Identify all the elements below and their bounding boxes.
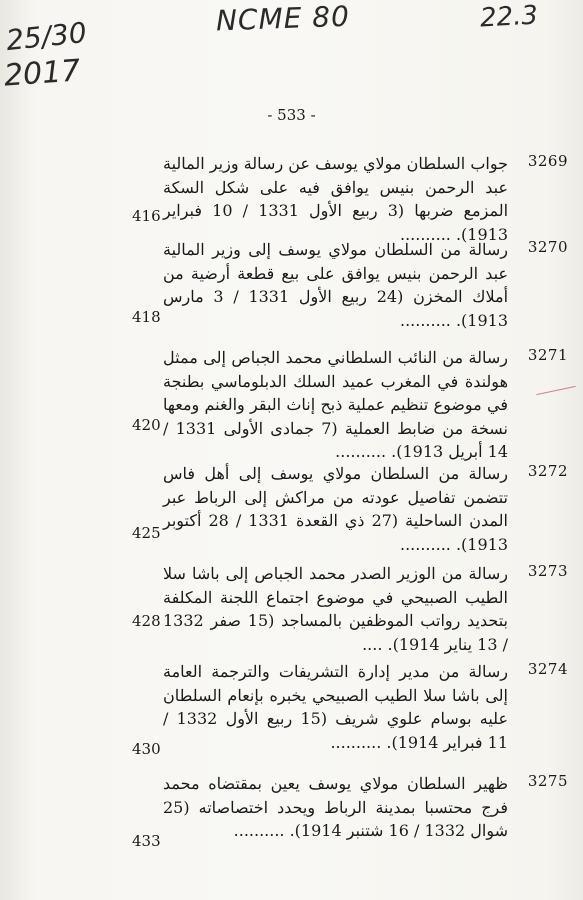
entry-number: 3273	[527, 562, 568, 580]
entry-text: ظهير السلطان مولاي يوسف يعين بمقتضاه محمد فرج محتسبا بمدينة الرباط ويحدد اختصاصاته (25 شوال 1332 / 16 شتنبر 1914). ..........	[163, 774, 508, 840]
handwritten-fraction: 25/30	[4, 15, 89, 58]
entry-text: جواب السلطان مولاي يوسف عن رسالة وزير المالية عبد الرحمن بنيس يوافق فيه على شكل السكة المزمع ضربها (3 ربيع الأول 1331 / 10 فبراير 1913). ..........	[163, 154, 509, 244]
entry-number: 3269	[527, 152, 568, 170]
entry-page: 428	[132, 612, 161, 630]
entry-page: 433	[132, 832, 161, 850]
entry-number: 3271	[527, 346, 568, 364]
entry-page: 416	[132, 207, 161, 225]
handwritten-number: 22.3	[479, 0, 539, 34]
handwritten-year: 2017	[2, 53, 82, 94]
entry-number: 3275	[527, 772, 568, 790]
entry-number: 3272	[527, 462, 568, 480]
entry-text: رسالة من النائب السلطاني محمد الجباص إلى ممثل هولندة في المغرب عميد السلك الدبلوماسي بطنجة في موضوع تنظيم عملية ذبح إناث البقر والغنم ومعها نسخة من ضابط العملية (7 جمادى الأولى 1331 / 14 أبريل 1913). ..........	[163, 348, 509, 461]
entry-text: رسالة من مدير إدارة التشريفات والترجمة العامة إلى باشا سلا الطيب الصبيحي يخبره بإنعام السلطان عليه بوسام علوي شريف (15 ربيع الأول 1332 / 11 فبراير 1914). ..........	[163, 662, 509, 752]
entry-number: 3274	[527, 660, 568, 678]
entry-page: 418	[132, 308, 161, 326]
entry-page: 430	[132, 740, 161, 758]
entry-page: 425	[132, 524, 161, 542]
entry-number: 3270	[527, 238, 568, 256]
entry-text: رسالة من السلطان مولاي يوسف إلى وزير المالية عبد الرحمن بنيس يوافق على بيع قطعة أرضية من أملاك المخزن (24 ربيع الأول 1331 / 3 مارس 1913). ..........	[163, 240, 509, 330]
entry-text: رسالة من السلطان مولاي يوسف إلى أهل فاس تتضمن تفاصيل عودته من مراكش إلى الرباط عبر المدن الساحلية (27 ذي القعدة 1331 / 28 أكتوبر 1913). ..........	[163, 464, 508, 554]
entry-page: 420	[132, 416, 161, 434]
entry-text: رسالة من الوزير الصدر محمد الجباص إلى باشا سلا الطيب الصبيحي في موضوع اجتماع اللجنة المكلفة بتحديد رواتب الموظفين بالمساجد (15 صفر 1332 / 13 يناير 1914). ....	[163, 564, 508, 654]
handwritten-code: NCME 80	[215, 0, 351, 38]
page-number: - 533 -	[267, 106, 316, 124]
